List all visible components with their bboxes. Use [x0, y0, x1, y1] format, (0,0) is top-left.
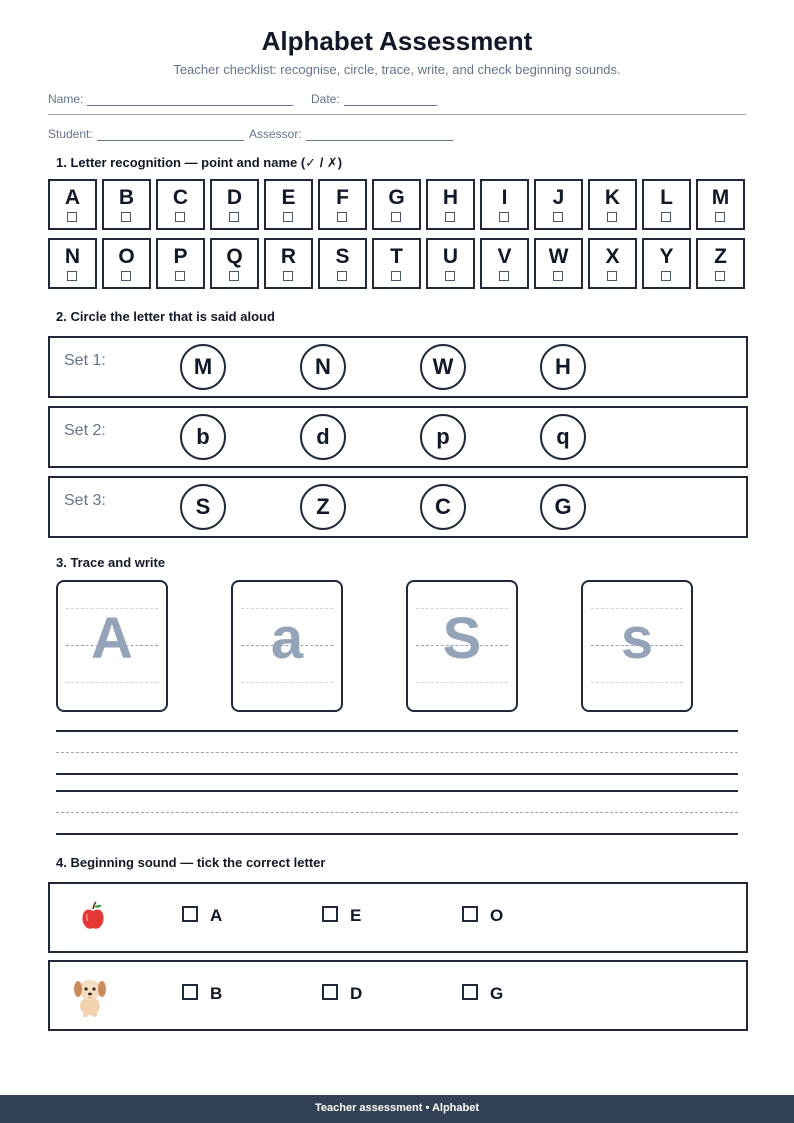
circle-letter[interactable]: N	[300, 344, 346, 390]
option-letter: B	[210, 984, 223, 1003]
section3-title: 3. Trace and write	[56, 555, 166, 570]
letter-checkbox[interactable]	[445, 212, 455, 222]
section2-title: 2. Circle the letter that is said aloud	[56, 309, 275, 324]
letter-label: C	[172, 186, 189, 209]
checkbox[interactable]	[322, 906, 338, 922]
letter-label: Y	[659, 245, 674, 268]
set-label: Set 2:	[64, 422, 106, 439]
trace-letter: s	[620, 606, 654, 671]
checkbox[interactable]	[322, 984, 338, 1000]
date-line[interactable]	[344, 93, 437, 106]
letter-label: K	[604, 186, 621, 209]
checkbox[interactable]	[182, 984, 198, 1000]
circle-letter[interactable]: M	[180, 344, 226, 390]
letter-label: N	[64, 245, 81, 268]
section4-title: 4. Beginning sound — tick the correct letter	[56, 855, 326, 870]
header-divider	[48, 114, 746, 115]
letter-label: S	[335, 245, 350, 268]
letter-box	[696, 238, 745, 289]
letter-box	[318, 179, 367, 230]
guide-line	[241, 682, 333, 683]
guide-line	[416, 682, 508, 683]
date-label: Date:	[311, 92, 340, 106]
option-letter: G	[490, 984, 504, 1003]
trace-card[interactable]	[231, 580, 343, 712]
circle-letter[interactable]: b	[180, 414, 226, 460]
letter-checkbox[interactable]	[67, 212, 77, 222]
trace-card[interactable]	[406, 580, 518, 712]
letter-checkbox[interactable]	[337, 212, 347, 222]
assessor-line[interactable]	[306, 128, 453, 141]
letter-checkbox[interactable]	[175, 212, 185, 222]
letter-box	[156, 238, 205, 289]
sound-item-apple	[48, 882, 748, 953]
letter-box	[156, 179, 205, 230]
letter-box	[534, 238, 583, 289]
sound-option[interactable]	[462, 906, 503, 926]
letter-box	[102, 238, 151, 289]
checkbox[interactable]	[182, 906, 198, 922]
option-letter: A	[210, 906, 223, 925]
letter-checkbox[interactable]	[229, 212, 239, 222]
letter-label: E	[281, 186, 296, 209]
checkbox[interactable]	[462, 906, 478, 922]
apple-icon	[80, 901, 106, 931]
letter-box	[696, 179, 745, 230]
letter-label: O	[118, 245, 135, 268]
write-line-base-2	[56, 833, 738, 835]
assessor-field	[249, 127, 453, 141]
letter-box	[48, 238, 97, 289]
circle-set	[48, 476, 748, 538]
sound-option[interactable]	[322, 984, 362, 1004]
letter-box	[372, 238, 421, 289]
letter-label: U	[442, 245, 459, 268]
letter-box	[642, 238, 691, 289]
letter-box	[264, 179, 313, 230]
page-subtitle: Teacher checklist: recognise, circle, trace, write, and check beginning sounds.	[173, 62, 621, 77]
letter-label: M	[711, 186, 730, 209]
letter-box	[372, 179, 421, 230]
sound-item-puppy	[48, 960, 748, 1031]
letter-box	[642, 179, 691, 230]
letter-label: L	[660, 186, 673, 209]
letter-label: A	[64, 186, 81, 209]
letter-label: Z	[714, 245, 727, 268]
letter-label: I	[501, 186, 508, 209]
set-label: Set 1:	[64, 352, 106, 369]
student-line[interactable]	[97, 128, 244, 141]
letter-checkbox[interactable]	[715, 271, 725, 281]
footer: Teacher assessment • Alphabet	[0, 1095, 794, 1123]
puppy-icon	[72, 974, 108, 1018]
date-field	[311, 92, 437, 106]
guide-line	[66, 682, 158, 683]
write-line-mid-2	[56, 812, 738, 813]
letter-checkbox[interactable]	[121, 212, 131, 222]
section1-title: 1. Letter recognition — point and name (✓ / ✗)	[56, 155, 343, 170]
letter-label: R	[280, 245, 297, 268]
trace-card[interactable]	[581, 580, 693, 712]
letter-checkbox[interactable]	[391, 212, 401, 222]
letter-label: P	[173, 245, 188, 268]
write-line-base	[56, 773, 738, 775]
letter-box	[210, 238, 259, 289]
circle-letter[interactable]: C	[420, 484, 466, 530]
letter-box	[426, 179, 475, 230]
letter-checkbox[interactable]	[67, 271, 77, 281]
letter-box	[588, 179, 637, 230]
letter-label: W	[548, 245, 569, 268]
sound-option[interactable]	[182, 906, 222, 926]
letter-box	[264, 238, 313, 289]
circle-letter[interactable]: W	[420, 344, 466, 390]
letter-checkbox[interactable]	[661, 212, 671, 222]
letter-checkbox[interactable]	[445, 271, 455, 281]
circle-letter[interactable]: Z	[300, 484, 346, 530]
letter-checkbox[interactable]	[715, 212, 725, 222]
letter-box	[48, 179, 97, 230]
letter-label: D	[226, 186, 243, 209]
circle-letter[interactable]: G	[540, 484, 586, 530]
name-line[interactable]	[87, 93, 293, 106]
write-line-top-2[interactable]	[56, 790, 738, 792]
letter-grid	[48, 179, 748, 289]
letter-box	[318, 238, 367, 289]
write-line-mid	[56, 752, 738, 753]
circle-letter[interactable]: q	[540, 414, 586, 460]
option-letter: E	[350, 906, 362, 925]
circle-set	[48, 406, 748, 468]
name-label: Name:	[48, 92, 84, 106]
circle-set	[48, 336, 748, 398]
letter-label: G	[388, 186, 405, 209]
trace-letter: S	[442, 606, 482, 671]
trace-letter: A	[91, 606, 133, 671]
letter-checkbox[interactable]	[499, 212, 509, 222]
letter-box	[588, 238, 637, 289]
circle-letter[interactable]: S	[180, 484, 226, 530]
letter-checkbox[interactable]	[553, 212, 563, 222]
letter-label: F	[336, 186, 349, 209]
letter-label: V	[497, 245, 512, 268]
letter-checkbox[interactable]	[553, 271, 563, 281]
option-letter: O	[490, 906, 504, 925]
letter-label: J	[552, 186, 565, 209]
option-letter: D	[350, 984, 363, 1003]
letter-label: T	[390, 245, 403, 268]
set-label: Set 3:	[64, 492, 106, 509]
guide-line	[591, 682, 683, 683]
letter-box	[480, 238, 529, 289]
student-field	[48, 127, 244, 141]
letter-label: B	[118, 186, 135, 209]
letter-box	[102, 179, 151, 230]
sound-option[interactable]	[462, 984, 503, 1004]
letter-checkbox[interactable]	[283, 271, 293, 281]
letter-checkbox[interactable]	[391, 271, 401, 281]
circle-letter[interactable]: d	[300, 414, 346, 460]
student-label: Student:	[48, 127, 93, 141]
letter-checkbox[interactable]	[499, 271, 509, 281]
letter-box	[534, 179, 583, 230]
name-field	[48, 92, 293, 106]
trace-card[interactable]	[56, 580, 168, 712]
letter-checkbox[interactable]	[337, 271, 347, 281]
page-title: Alphabet Assessment	[261, 26, 533, 56]
letter-label: X	[605, 245, 620, 268]
letter-checkbox[interactable]	[283, 212, 293, 222]
sound-option[interactable]	[322, 906, 361, 926]
letter-checkbox[interactable]	[175, 271, 185, 281]
letter-checkbox[interactable]	[121, 271, 131, 281]
letter-checkbox[interactable]	[661, 271, 671, 281]
letter-label: Q	[226, 245, 243, 268]
write-line-top[interactable]	[56, 730, 738, 732]
letter-checkbox[interactable]	[229, 271, 239, 281]
circle-letter[interactable]: p	[420, 414, 466, 460]
circle-letter[interactable]: H	[540, 344, 586, 390]
checkbox[interactable]	[462, 984, 478, 1000]
letter-box	[426, 238, 475, 289]
letter-checkbox[interactable]	[607, 212, 617, 222]
sound-option[interactable]	[182, 984, 222, 1004]
assessor-label: Assessor:	[249, 127, 302, 141]
letter-label: H	[442, 186, 459, 209]
letter-box	[480, 179, 529, 230]
letter-checkbox[interactable]	[607, 271, 617, 281]
trace-letter: a	[270, 606, 304, 671]
letter-box	[210, 179, 259, 230]
